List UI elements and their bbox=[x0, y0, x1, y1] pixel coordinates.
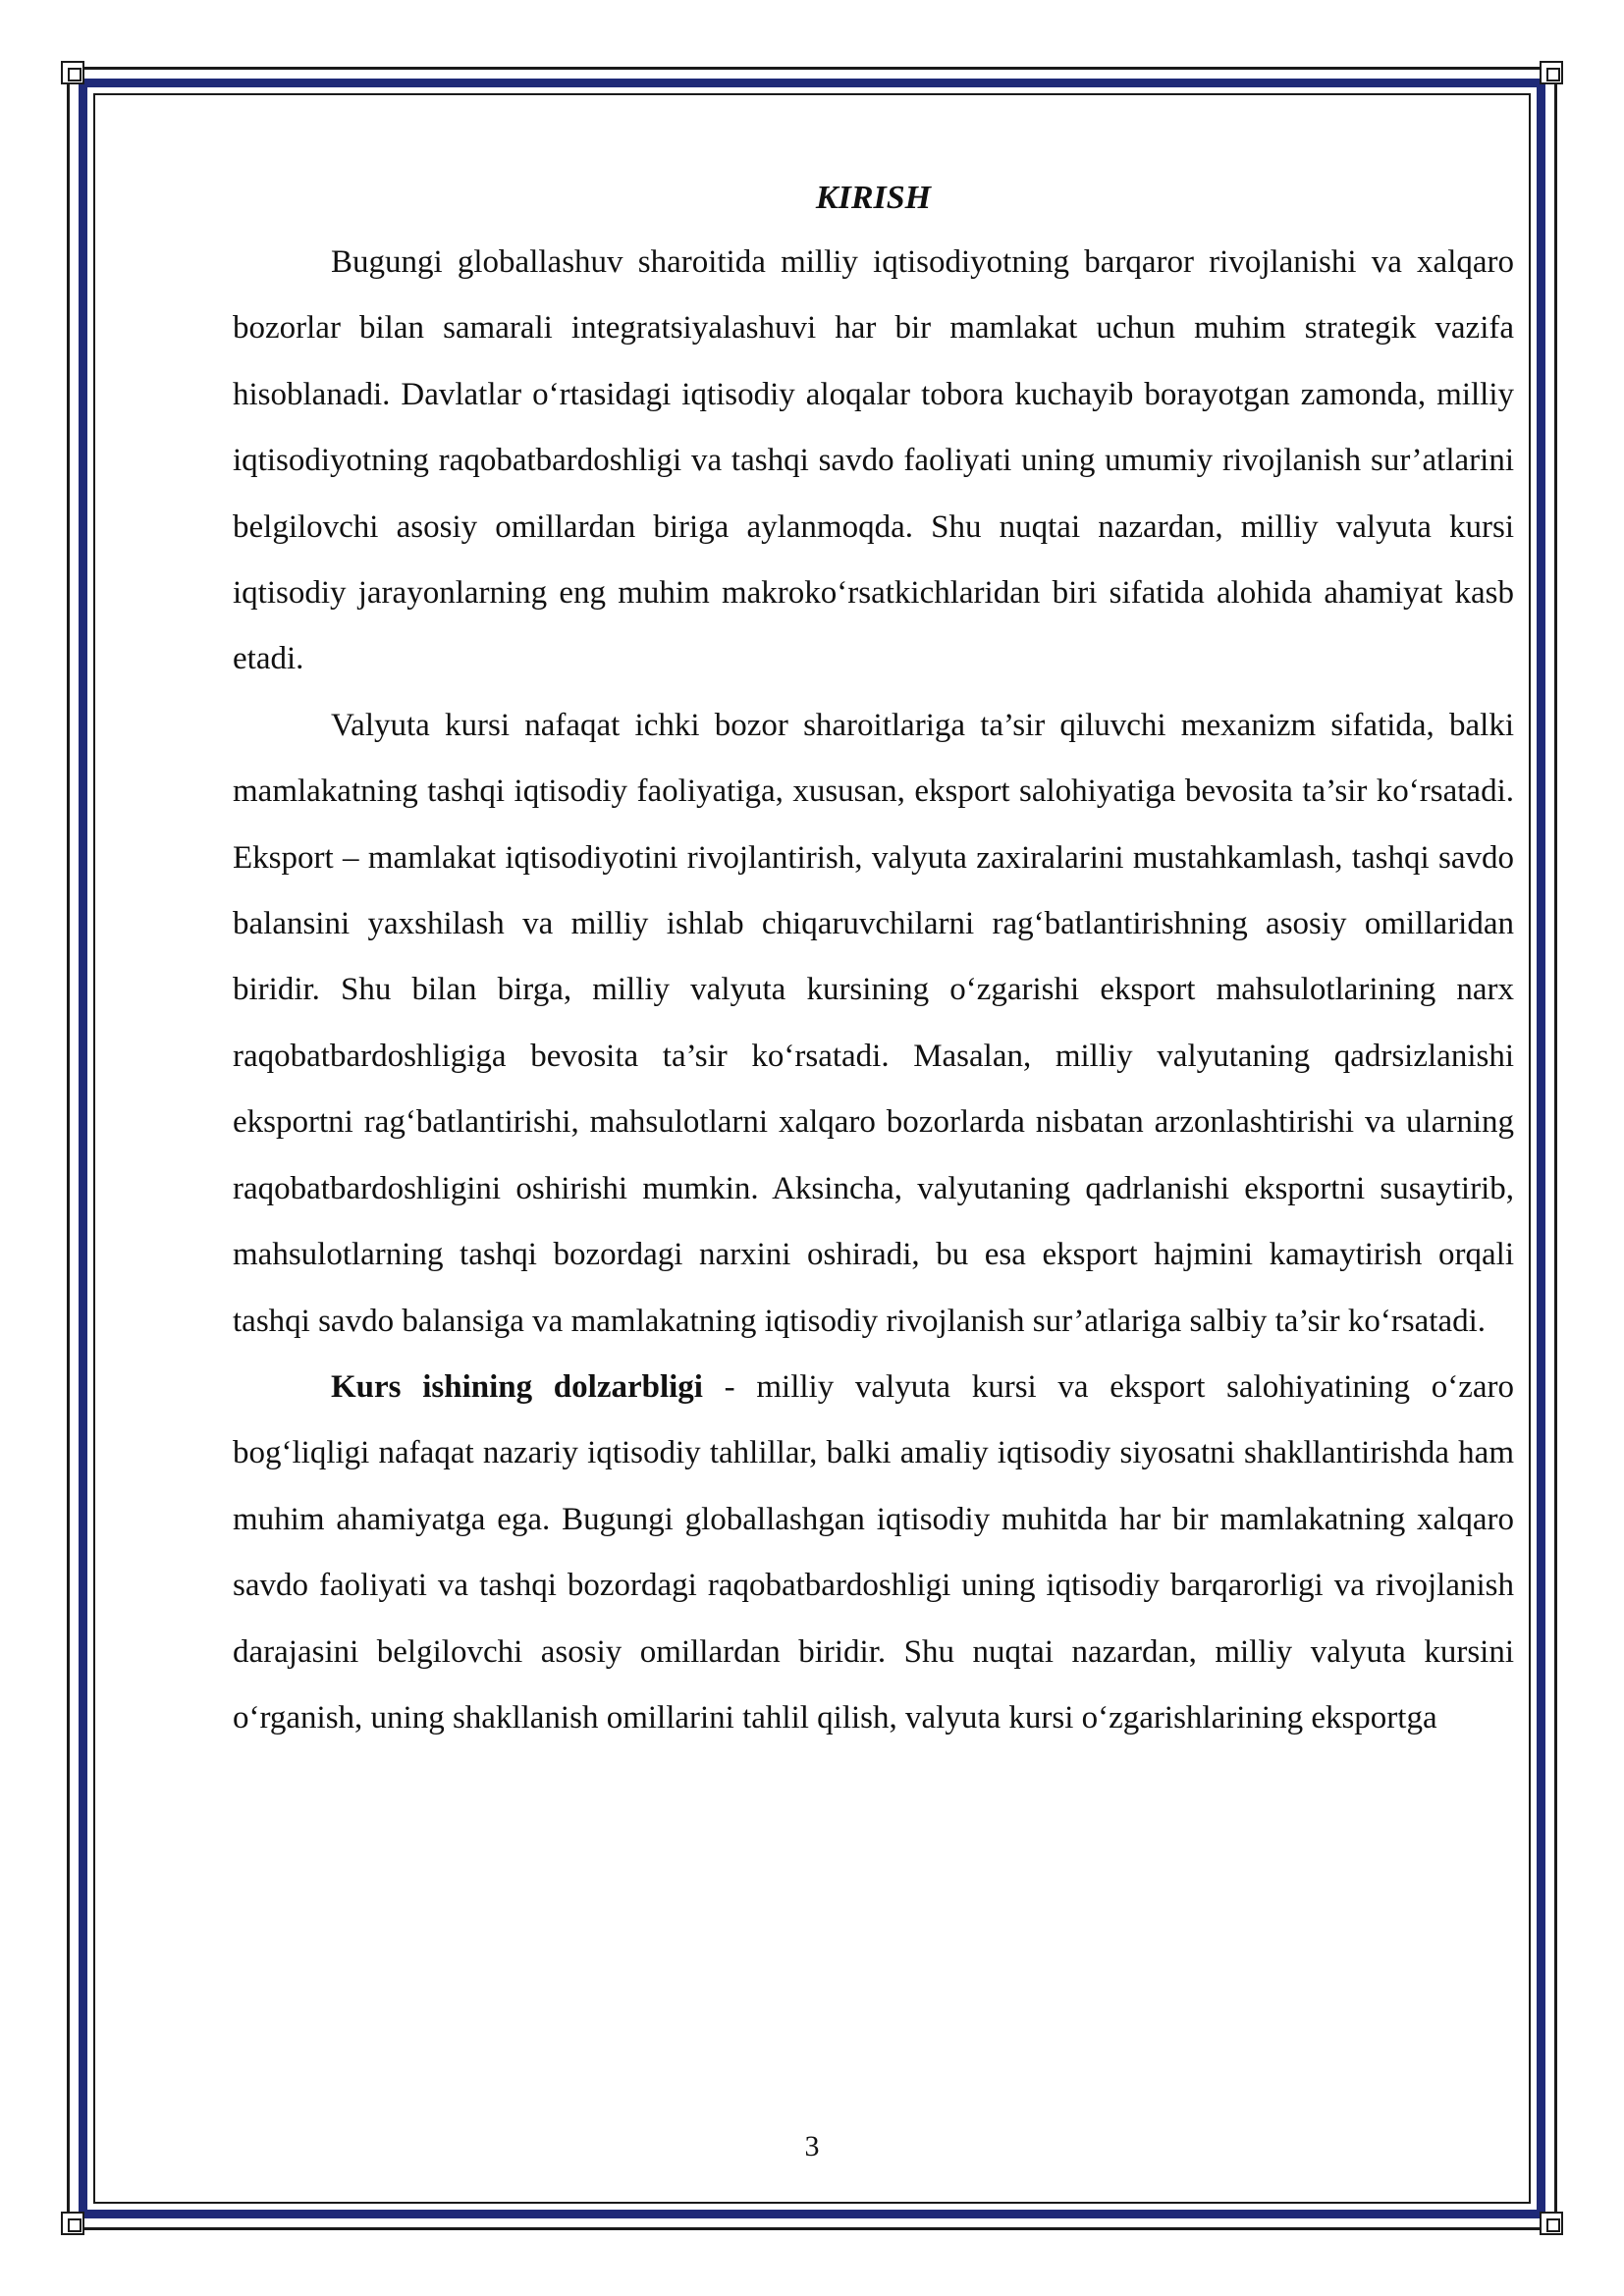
paragraph-1-text: Bugungi globallashuv sharoitida milliy iqtisodiyotning barqaror rivojlanishi va xalqaro bozorlar bilan samarali integratsiyalashuvi har bir mamlakat uchun muhim strategik vazifa hisoblanadi. Davlatlar o‘rtasidagi iqtisodiy aloqalar tobora kuchayib borayotgan zamonda, milliy iqtisodiyotning raqobatbardoshligi va tashqi savdo faoliyati uning umumiy rivojlanish sur’atlarini belgilovchi asosiy omillardan biriga aylanmoqda. Shu nuqtai nazardan, milliy valyuta kursi iqtisodiy jarayonlarning eng muhim makroko‘rsatkichlaridan biri sifatida alohida ahamiyat kasb etadi. bbox=[233, 244, 1514, 677]
corner-ornament-top-left bbox=[61, 61, 84, 84]
paragraph-2-text: Valyuta kursi nafaqat ichki bozor sharoitlariga ta’sir qiluvchi mexanizm sifatida, balki mamlakatning tashqi iqtisodiy faoliyatiga, xususan, eksport salohiyatiga bevosita ta’sir ko‘rsatadi. Eksport – mamlakat iqtisodiyotini rivojlantirish, valyuta zaxiralarini mustahkamlash, tashqi savdo balansini yaxshilash va milliy ishlab chiqaruvchilarni rag‘batlantirishning asosiy omillaridan biridir. Shu bilan birga, milliy valyuta kursining o‘zgarishi eksport mahsulotlarining narx raqobatbardoshligiga bevosita ta’sir ko‘rsatadi. Masalan, milliy valyutaning qadrsizlanishi eksportni rag‘batlantirishi, mahsulotlarni xalqaro bozorlarda nisbatan arzonlashtirishi va ularning raqobatbardoshligini oshirishi mumkin. Aksincha, valyutaning qadrlanishi eksportni susaytirib, mahsulotlarning tashqi bozordagi narxini oshiradi, bu esa eksport hajmini kamaytirish orqali tashqi savdo balansiga va mamlakatning iqtisodiy rivojlanish sur’atlariga salbiy ta’sir ko‘rsatadi. bbox=[233, 707, 1514, 1339]
paragraph-3-text: - milliy valyuta kursi va eksport salohiyatining o‘zaro bog‘liqligi nafaqat nazariy iqtisodiy tahlillar, balki amaliy iqtisodiy siyosatni shakllantirishda ham muhim ahamiyatga ega. Bugungi globallashgan iqtisodiy muhitda har bir mamlakatning xalqaro savdo faoliyati va tashqi bozordagi raqobatbardoshligi uning iqtisodiy barqarorligi va rivojlanish darajasini belgilovchi asosiy omillardan biridir. Shu nuqtai nazardan, milliy valyuta kursini o‘rganish, uning shakllanish omillarini tahlil qilish, valyuta kursi o‘zgarishlarining eksportga bbox=[233, 1368, 1515, 1735]
document-body bbox=[233, 167, 1514, 1751]
paragraph-3 bbox=[233, 1355, 1514, 1751]
paragraph-1 bbox=[233, 230, 1514, 693]
corner-ornament-top-right bbox=[1540, 61, 1563, 84]
corner-ornament-bottom-left bbox=[61, 2212, 84, 2235]
paragraph-2 bbox=[233, 693, 1514, 1355]
page-title: KIRISH bbox=[815, 180, 932, 216]
paragraph-3-lead: Kurs ishining dolzarbligi bbox=[331, 1368, 703, 1405]
page-number: 3 bbox=[804, 2130, 820, 2163]
corner-ornament-bottom-right bbox=[1540, 2212, 1563, 2235]
